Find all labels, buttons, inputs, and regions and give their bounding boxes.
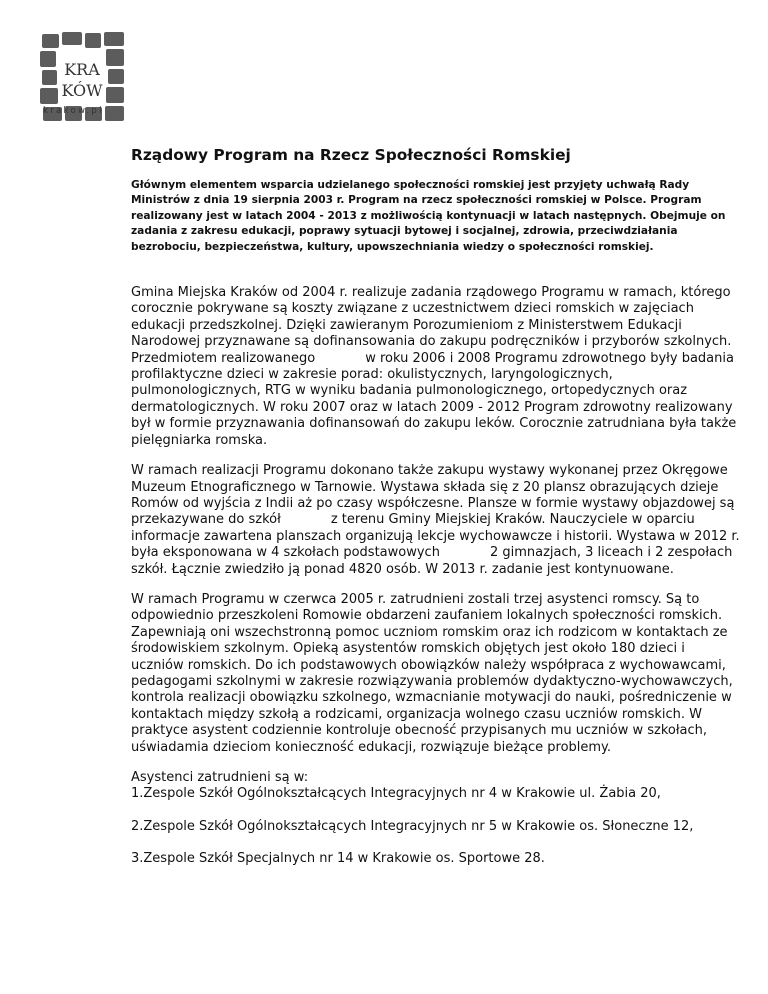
logo-word-bottom: KÓW [61, 81, 103, 100]
page-title: Rządowy Program na Rzecz Społeczności Romskiej [131, 146, 571, 164]
paragraph-text: z terenu Gminy Miejskiej Kraków. Nauczyciele w oparciu informacje zawartena planszach organizują lekcje wychowawcze i historii. Wystawa w 2012 r. była eksponowana w 4 szkołach podstawowych [131, 512, 740, 561]
logo-caption: krakow.pl [43, 106, 104, 116]
paragraph-text: W ramach realizacji Programu dokonano także zakupu wystawy wykonanej przez Okręgowe Muzeum Etnograficznego w Tarnowie. Wystawa składa się z 20 plansz obrazujących dzieje Romów od wyjścia z Indii aż po czasy współczesne. Plansze w formie wystawy objazdowej są przekazywane do szkół [131, 463, 735, 528]
paragraph-assistants: W ramach Programu w czerwca 2005 r. zatrudnieni zostali trzej asystenci romscy. Są to odpowiednio przeszkoleni Romowie obdarzeni zaufaniem lokalnych społeczności romskich. Zapewniają oni wszechstronną pomoc uczniom romskim oraz ich rodzicom w kontaktach ze środowiskiem szkolnym. Opieką asystentów romskich objętych jest około 180 dzieci i uczniów romskich. Do ich podstawowych obowiązków należy współpraca z wychowawcami, pedagogami szkolnymi w zakresie rozwiązywania problemów dydaktyczno-wychowawczych, kontrola realizacji obowiązku szkolnego, wzmacnianie motywacji do nauki, pośredniczenie w kontaktach między szkołą a rodzicami, organizacja wolnego czasu uczniów romskich. W praktyce asystent codziennie kontroluje obecność przypisanych mu uczniów w szkołach, uświadamia dzieciom konieczność edukacji, rozwiązuje bieżące problemy. [131, 591, 733, 755]
list-item: 2.Zespole Szkół Ogólnokształcących Integracyjnych nr 5 w Krakowie os. Słoneczne 12, [131, 818, 694, 834]
list-intro: Asystenci zatrudnieni są w: [131, 770, 309, 785]
document-body [131, 146, 741, 884]
lead-paragraph: Głównym elementem wsparcia udzielanego społeczności romskiej jest przyjęty uchwałą Rady Ministrów z dnia 19 sierpnia 2003 r. Program na rzecz społeczności romskiej w Polsce. Program realizowany jest w latach 2004 - 2013 z możliwością kontynuacji w latach następnych. Obejmuje on zadania z zakresu edukacji, poprawy sytuacji bytowej i socjalnej, zdrowia, przeciwdziałania bezrobociu, bezpieczeństwa, kultury, upowszechniania wiedzy o społeczności romskiej. [131, 179, 726, 253]
logo-word-top: KRA [64, 60, 100, 79]
paragraph-text: w roku 2006 i 2008 Programu zdrowotnego były badania profilaktyczne dzieci w zakresie porad: okulistycznych, laryngologicznych, pulmonologicznych, RTG w wyniku badania pulmonologicznego, ortopedycznych oraz dermatologicznych. W roku 2007 oraz w latach 2009 - 2012 Program zdrowotny realizowany był w formie przyznawania dofinansowań do zakupu leków. Corocznie zatrudniana była także pielęgniarka romska. [131, 350, 737, 448]
list-item: 3.Zespole Szkół Specjalnych nr 14 w Krakowie os. Sportowe 28. [131, 851, 545, 867]
list-item: 1.Zespole Szkół Ogólnokształcących Integracyjnych nr 4 w Krakowie ul. Żabia 20, [131, 786, 661, 802]
paragraph-education-health [131, 285, 741, 449]
paragraph-text: 2 gimnazjach, 3 liceach i 2 zespołach szkół. Łącznie zwiedziło ją ponad 4820 osób. W 2013 r. zadanie jest kontynuowane. [131, 545, 733, 577]
paragraph-exhibition [131, 463, 741, 578]
paragraph-text: Gmina Miejska Kraków od 2004 r. realizuje zadania rządowego Programu w ramach, którego corocznie pokrywane są koszty związane z uczestnictwem dzieci romskich w zajęciach edukacji przedszkolnej. Dzięki zawieranym Porozumieniom z Ministerstwem Edukacji Narodowej przyznawane są dofinansowania do zakupu podręczników i przyborów szkolnych. Przedmiotem realizowanego [131, 285, 732, 366]
